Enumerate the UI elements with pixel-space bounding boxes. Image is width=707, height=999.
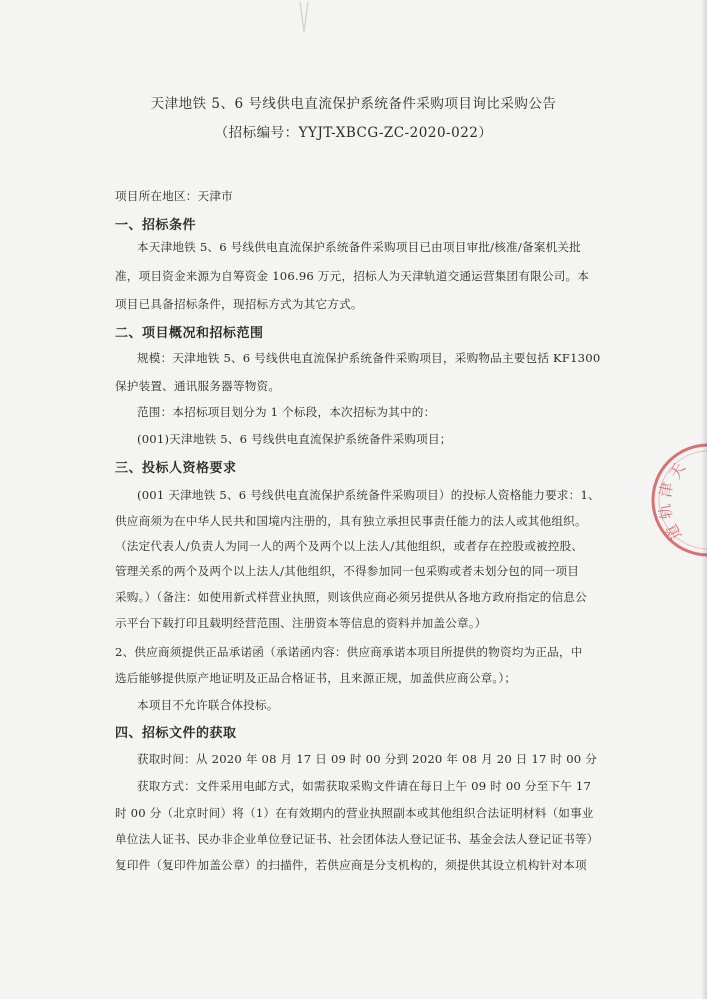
paragraph-line: 项目已具备招标条件，现招标方式为其它方式。	[115, 297, 363, 311]
svg-text:津: 津	[656, 480, 677, 499]
paragraph-line: 范围：本招标项目划分为 1 个标段，本次招标为其中的：	[137, 405, 436, 419]
document-title: 天津地铁 5、6 号线供电直流保护系统备件采购项目询比采购公告	[150, 96, 557, 112]
paragraph-line: (001)天津地铁 5、6 号线供电直流保护系统备件采购项目；	[137, 432, 452, 446]
paragraph-line: 本天津地铁 5、6 号线供电直流保护系统备件采购项目已由项目审批/核准/备案机关批	[137, 240, 581, 254]
project-region: 项目所在地区：天津市	[115, 189, 233, 203]
paragraph-line: 本项目不允许联合体投标。	[137, 698, 279, 712]
paragraph-line: (001 天津地铁 5、6 号线供电直流保护系统备件采购项目）的投标人资格能力要求：1、	[137, 488, 600, 502]
svg-text:天: 天	[665, 459, 689, 482]
section-heading: 一、招标条件	[115, 218, 197, 233]
paragraph-line: 保护装置、通讯服务器等物资。	[115, 379, 281, 393]
section-heading: 四、招标文件的获取	[115, 726, 237, 741]
paragraph-line: 复印件（复印件加盖公章）的扫描件，若供应商是分支机构的，须提供其设立机构针对本项	[115, 858, 587, 872]
paragraph-line: 示平台下载打印且载明经营范围、注册资本等信息的资料并加盖公章。）	[115, 616, 487, 630]
paragraph-line: （法定代表人/负责人为同一人的两个及两个以上法人/其他组织，或者存在控股或被控股、	[115, 539, 584, 553]
paragraph-line: 时 00 分（北京时间）将（1）在有效期内的营业执照副本或其他组织合法证明材料（如事业	[115, 806, 594, 820]
document-subtitle: （招标编号：YYJT-XBCG-ZC-2020-022）	[214, 125, 493, 141]
scan-artifact-mark	[297, 0, 311, 36]
company-seal-stamp	[648, 440, 707, 560]
paragraph-line: 规模：天津地铁 5、6 号线供电直流保护系统备件采购项目，采购物品主要包括 KF1300	[137, 351, 601, 365]
paragraph-line: 准，项目资金来源为自筹资金 106.96 万元，招标人为天津轨道交通运营集团有限公司。本	[115, 269, 590, 283]
section-heading: 三、投标人资格要求	[115, 461, 237, 476]
paragraph-line: 2、供应商须提供正品承诺函（承诺函内容：供应商承诺本项目所提供的物资均为正品，中	[115, 645, 583, 659]
paragraph-line: 单位法人证书、民办非企业单位登记证书、社会团体法人登记证书、基金会法人登记证书等）	[115, 832, 599, 846]
section-heading: 二、项目概况和招标范围	[115, 326, 264, 341]
svg-text:道: 道	[662, 520, 686, 543]
svg-text:轨: 轨	[655, 502, 676, 521]
paragraph-line: 获取时间：从 2020 年 08 月 17 日 09 时 00 分到 2020 年 08 月 20 日 17 时 00 分	[137, 752, 598, 766]
paragraph-line: 获取方式：文件采用电邮方式，如需获取采购文件请在每日上午 09 时 00 分至下午 17	[137, 779, 592, 793]
paragraph-line: 管理关系的两个及两个以上法人/其他组织，不得参加同一包采购或者未划分包的同一项目	[115, 564, 580, 578]
paragraph-line: 供应商须为在中华人民共和国境内注册的，具有独立承担民事责任能力的法人或其他组织。	[115, 514, 587, 528]
paragraph-line: 选后能够提供原产地证明及正品合格证书，且来源正规，加盖供应商公章。）；	[115, 671, 517, 685]
scan-edge-shadow	[701, 0, 707, 999]
paragraph-line: 采购。）（备注：如使用新式样营业执照，则该供应商必须另提供从各地方政府指定的信息公	[115, 590, 587, 604]
